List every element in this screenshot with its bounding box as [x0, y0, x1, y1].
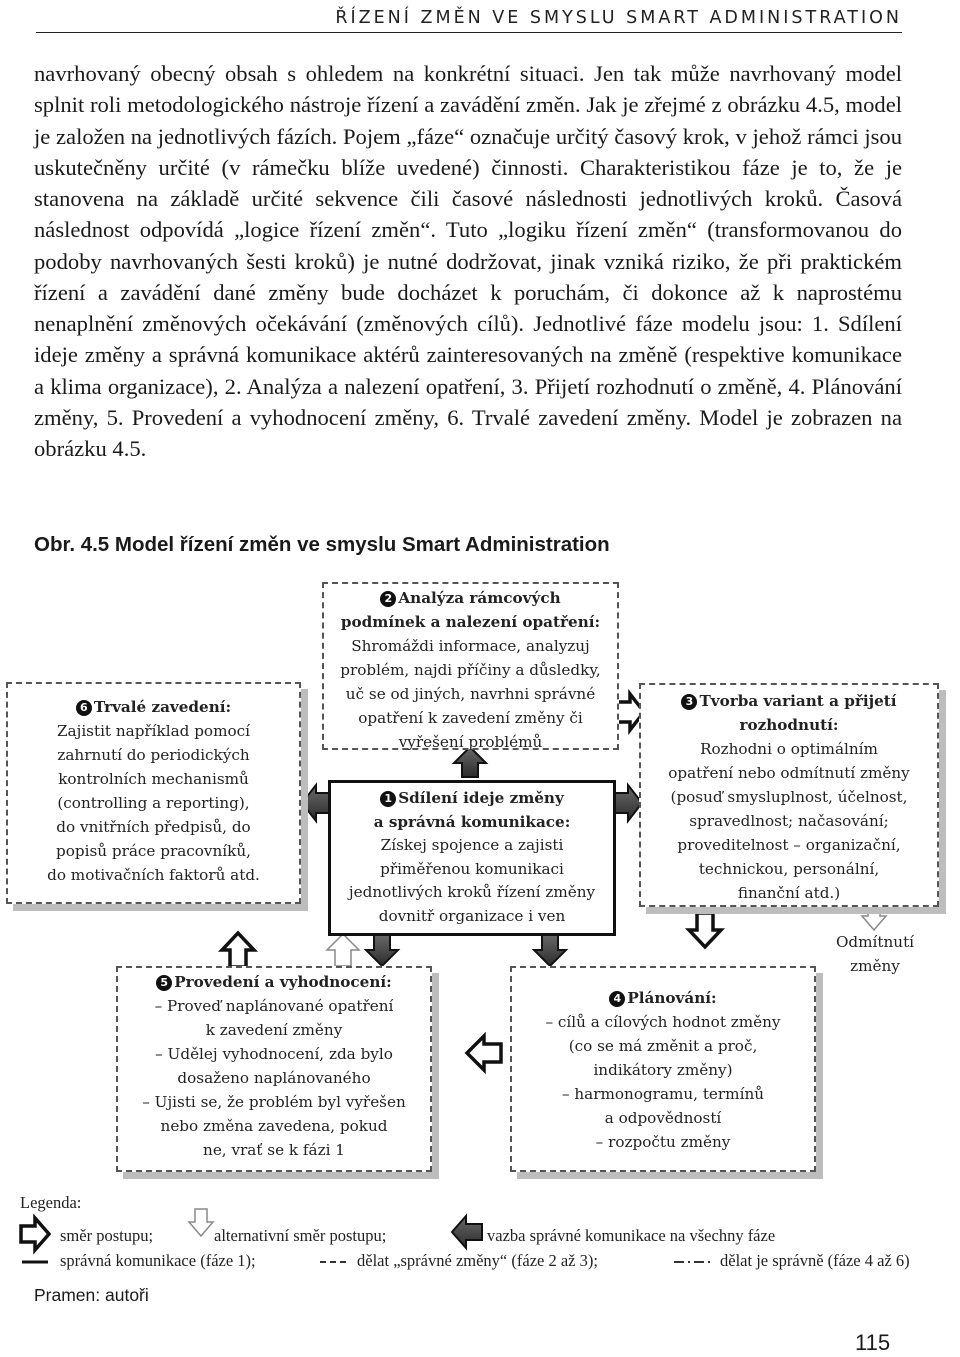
phase-4-number: 4: [609, 991, 625, 1007]
refusal-label: Odmítnutí změny: [835, 933, 915, 975]
legend-alternative-arrow: [189, 1209, 213, 1236]
phase-1-box: 1 Sdílení ideje změny a správná komunikace: Získej spojence a zajisti přiměřenou komunikaci jednotlivých kroků řízení změny dovnitř organizace i ven: [328, 780, 616, 936]
legend-communication-arrow: [452, 1216, 482, 1248]
legend-step-direction: směr postupu;: [60, 1226, 154, 1245]
phase-2-box: 2 Analýza rámcových podmínek a nalezení opatření: Shromáždi informace, analyzuj problém, najdi příčiny a důsledky, uč se od jiných, navrhni správné opatření k zavedení změny či vyřešení problémů: [322, 582, 619, 750]
arrow-5-to-1-alternative: [327, 934, 359, 966]
phase-2-title: 2 Analýza rámcových: [324, 586, 617, 610]
arrow-4-to-5: [467, 1036, 501, 1070]
legend-solid-line-label: správná komunikace (fáze 1);: [60, 1251, 256, 1270]
figure-title: Obr. 4.5 Model řízení změn ve smyslu Smart Administration: [34, 533, 610, 556]
running-title: ŘÍZENÍ ZMĚN VE SMYSLU SMART ADMINISTRATION: [335, 8, 902, 28]
phase-5-title: 5 Provedení a vyhodnocení:: [118, 970, 430, 994]
arrow-3-to-4: [689, 913, 721, 947]
legend-dashed-line-label: dělat „správné změny“ (fáze 2 až 3);: [357, 1251, 598, 1270]
phase-3-title: 3 Tvorba variant a přijetí: [641, 689, 937, 713]
phase-6-number: 6: [76, 700, 92, 716]
phase-1-title: 1 Sdílení ideje změny: [331, 787, 613, 811]
legend-step-arrow: [21, 1218, 49, 1250]
phase-1-number: 1: [380, 791, 396, 807]
phase-5-number: 5: [156, 975, 172, 991]
legend-dashdot-line-label: dělat je správně (fáze 4 až 6): [720, 1251, 910, 1270]
arrow-1-to-5: [366, 934, 398, 966]
source-note: Pramen: autoři: [34, 1285, 149, 1305]
phase-3-number: 3: [681, 694, 697, 710]
page-number: 115: [855, 1330, 891, 1355]
phase-6-box: 6 Trvalé zavedení: Zajistit například pomocí zahrnutí do periodických kontrolních mechanismů (controlling a reporting), do vnitřních předpisů, do popisů práce pracovníků, do motivačních faktorů atd.: [6, 682, 301, 904]
phase-3-box: 3 Tvorba variant a přijetí rozhodnutí: Rozhodni o optimálním opatření nebo odmítnutí změny (posuď smysluplnost, účelnost, spravedlnost; načasování; proveditelnost – organizační, technickou, personální, finanční atd.): [639, 683, 939, 907]
legend-alternative-direction: alternativní směr postupu;: [214, 1226, 387, 1245]
arrow-1-to-3: [612, 785, 642, 821]
arrow-5-to-6: [222, 933, 254, 967]
body-paragraph: navrhovaný obecný obsah s ohledem na konkrétní situaci. Jen tak může navrhovaný model splnit roli metodologického nástroje řízení a zavádění změn. Jak je zřejmé z obrázku 4.5, model je založen na jednotlivých fázích. Pojem „fáze“ označuje určitý časový krok, v jehož rámci jsou uskutečněny určité (v rámečku blíže uvedené) činnosti. Charakteristikou fáze je to, že je stanovena na základě určité sekvence čili časové následnosti jednotlivých kroků. Časová následnost odpovídá „logice řízení změn“. Tuto „logiku řízení změn“ (transformovanou do podoby navrhovaných šesti kroků) je nutné dodržovat, jinak vzniká riziko, že při praktickém řízení a zavádění dané změny bude docházet k poruchám, či dokonce až k naprostému nenaplnění změnových očekávání (změnových cílů). Jednotlivé fáze modelu jsou: 1. Sdílení ideje změny a správná komunikace aktérů zainteresovaných na změně (respektive komunikace a klima organizace), 2. Analýza a nalezení opatření, 3. Přijetí rozhodnutí o změně, 4. Plánování změny, 5. Provedení a vyhodnocení změny, 6. Trvalé zavedení změny. Model je zobrazen na obrázku 4.5.: [34, 61, 902, 461]
phase-2-number: 2: [380, 591, 396, 607]
phase-4-box: 4 Plánování: – cílů a cílových hodnot změny (co se má změnit a proč, indikátory změny) – harmonogramu, termínů a odpovědností – rozpočtu změny: [510, 966, 816, 1172]
phase-4-title: 4 Plánování:: [512, 986, 814, 1010]
phase-6-title: 6 Trvalé zavedení:: [8, 695, 299, 719]
legend-label: Legenda:: [20, 1193, 82, 1212]
phase-5-box: 5 Provedení a vyhodnocení: – Proveď naplánované opatření k zavedení změny – Udělej vyhodnocení, zda bylo dosaženo naplánovaného – Ujisti se, že problém byl vyřešen nebo změna zavedena, pokud ne, vrať se k fázi 1: [116, 966, 432, 1172]
arrow-1-to-4: [534, 934, 566, 966]
legend-communication-link: vazba správné komunikace na všechny fáze: [487, 1226, 776, 1245]
